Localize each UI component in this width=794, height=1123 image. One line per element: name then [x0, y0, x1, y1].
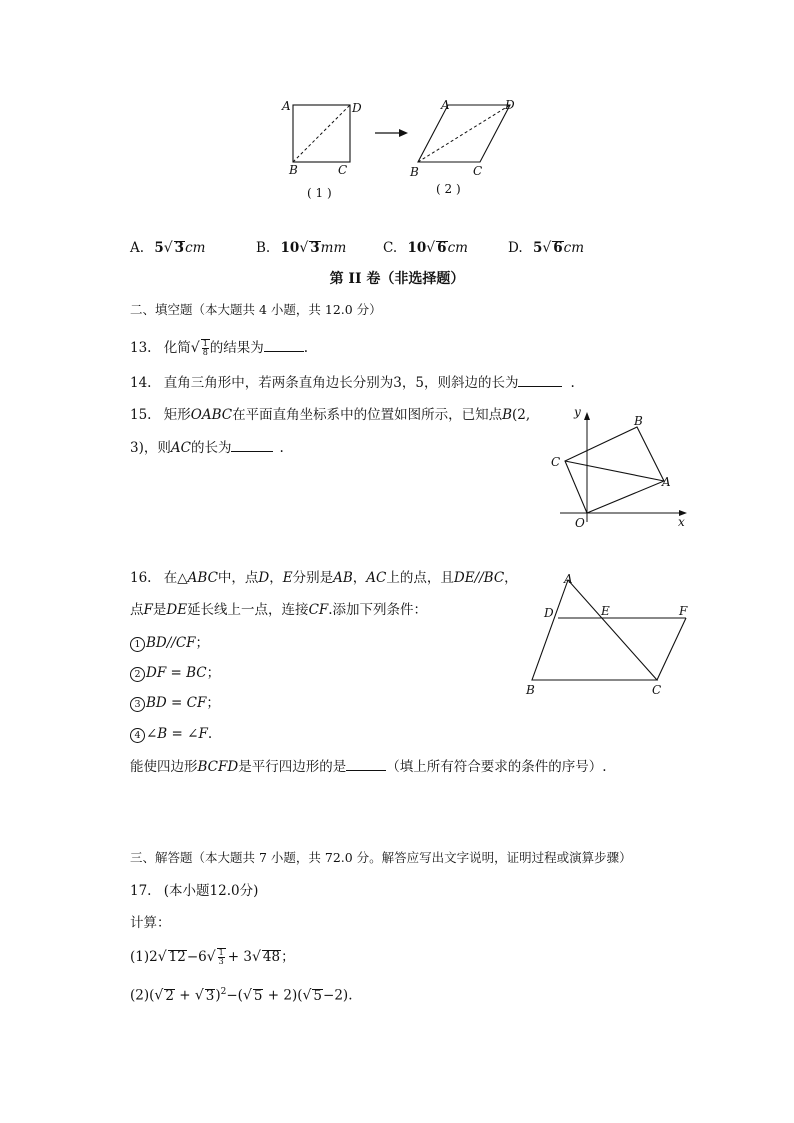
label-c: C [551, 455, 561, 469]
q16-figure [518, 568, 698, 700]
q16-ask: 能使四边形BCFD是平行四边形的是 （填上所有符合要求的条件的序号）. [130, 759, 607, 775]
square-diagonal [293, 105, 350, 162]
rectangle-oabc [565, 427, 664, 513]
q17-part1: (1)2√ 12−6√ $\frac{1}{3}$ + 3√ 48； [130, 948, 295, 966]
section2-heading: 二、填空题（本大题共 4 小题，共 12.0 分） [130, 302, 382, 317]
sq-label-c: C [338, 163, 348, 177]
q12-figure [270, 90, 540, 205]
parallelogram-diagonal [418, 105, 510, 162]
q16-cond-1: 1 BD//CF； [130, 634, 209, 652]
label-b: B [526, 683, 535, 697]
diagonal-ac [565, 461, 664, 481]
sq-label-a: A [282, 99, 291, 113]
q15-figure [540, 400, 700, 535]
label-d: D [544, 606, 554, 620]
parallelogram-shape [418, 105, 510, 162]
caption-2: ( 2 ) [436, 182, 461, 196]
q17-part2: (2)(√ 2 + √ 3)$^2$−(√ 5 + 2)(√ 5−2). [130, 987, 353, 1004]
q13: 13. 化简√ $\frac{1}{8}$ 的结果为 . [130, 339, 309, 357]
label-o: O [575, 516, 585, 530]
label-a: A [662, 475, 671, 489]
par-label-b: B [410, 165, 419, 179]
caption-1: ( 1 ) [307, 186, 332, 200]
label-e: E [601, 604, 610, 618]
par-label-a: A [441, 98, 450, 112]
triangle-abc [532, 580, 657, 680]
q16-cond-2: 2 DF = BC； [130, 664, 220, 682]
label-y: y [574, 405, 581, 419]
segment-cf [657, 618, 686, 680]
q12-option-b[interactable]: B. 10√ 3mm [256, 240, 347, 256]
label-a: A [564, 572, 573, 586]
q13-answer-blank[interactable] [264, 339, 304, 352]
q16-line2: 点F是DE延长线上一点，连接CF.添加下列条件： [130, 602, 428, 618]
y-axis-arrow-icon [584, 412, 590, 420]
q16-cond-4: 4 ∠B = ∠F. [130, 725, 212, 743]
q17-header: 17. (本小题12.0分) [130, 883, 259, 899]
q17-instruction: 计算： [130, 915, 171, 931]
label-x: x [678, 515, 685, 529]
q16-answer-blank[interactable] [346, 758, 386, 771]
label-c: C [652, 683, 662, 697]
q16-line1: 16. 在△ABC中，点D，E分别是AB，AC上的点，且DE//BC， [130, 570, 518, 586]
q16-cond-3: 3 BD = CF； [130, 694, 220, 712]
par-label-d: D [505, 98, 515, 112]
label-b: B [634, 414, 643, 428]
q12-option-a[interactable]: A. 5√ 3cm [130, 240, 206, 256]
q12-option-c[interactable]: C. 10√ 6cm [383, 240, 468, 256]
sq-label-d: D [352, 101, 362, 115]
arrow-head-icon [399, 129, 408, 137]
par-label-c: C [473, 164, 483, 178]
section3-heading: 三、解答题（本大题共 7 小题，共 72.0 分。解答应写出文字说明，证明过程或演算步骤） [130, 850, 632, 865]
part2-title: 第 II 卷（非选择题） [329, 271, 465, 287]
q14-answer-blank[interactable] [518, 374, 562, 387]
sq-label-b: B [289, 163, 298, 177]
q14: 14. 直角三角形中，若两条直角边长分别为3，5，则斜边的长为 . [130, 375, 575, 391]
q12-option-d[interactable]: D. 5√ 6cm [508, 240, 585, 256]
q15-line1: 15. 矩形OABC在平面直角坐标系中的位置如图所示，已知点B(2, [130, 407, 531, 423]
q15-line2: 3)，则AC的长为 . [130, 440, 284, 456]
q15-answer-blank[interactable] [231, 439, 273, 452]
q13-fraction: $\frac{1}{8}$ [202, 339, 208, 357]
label-f: F [679, 604, 688, 618]
